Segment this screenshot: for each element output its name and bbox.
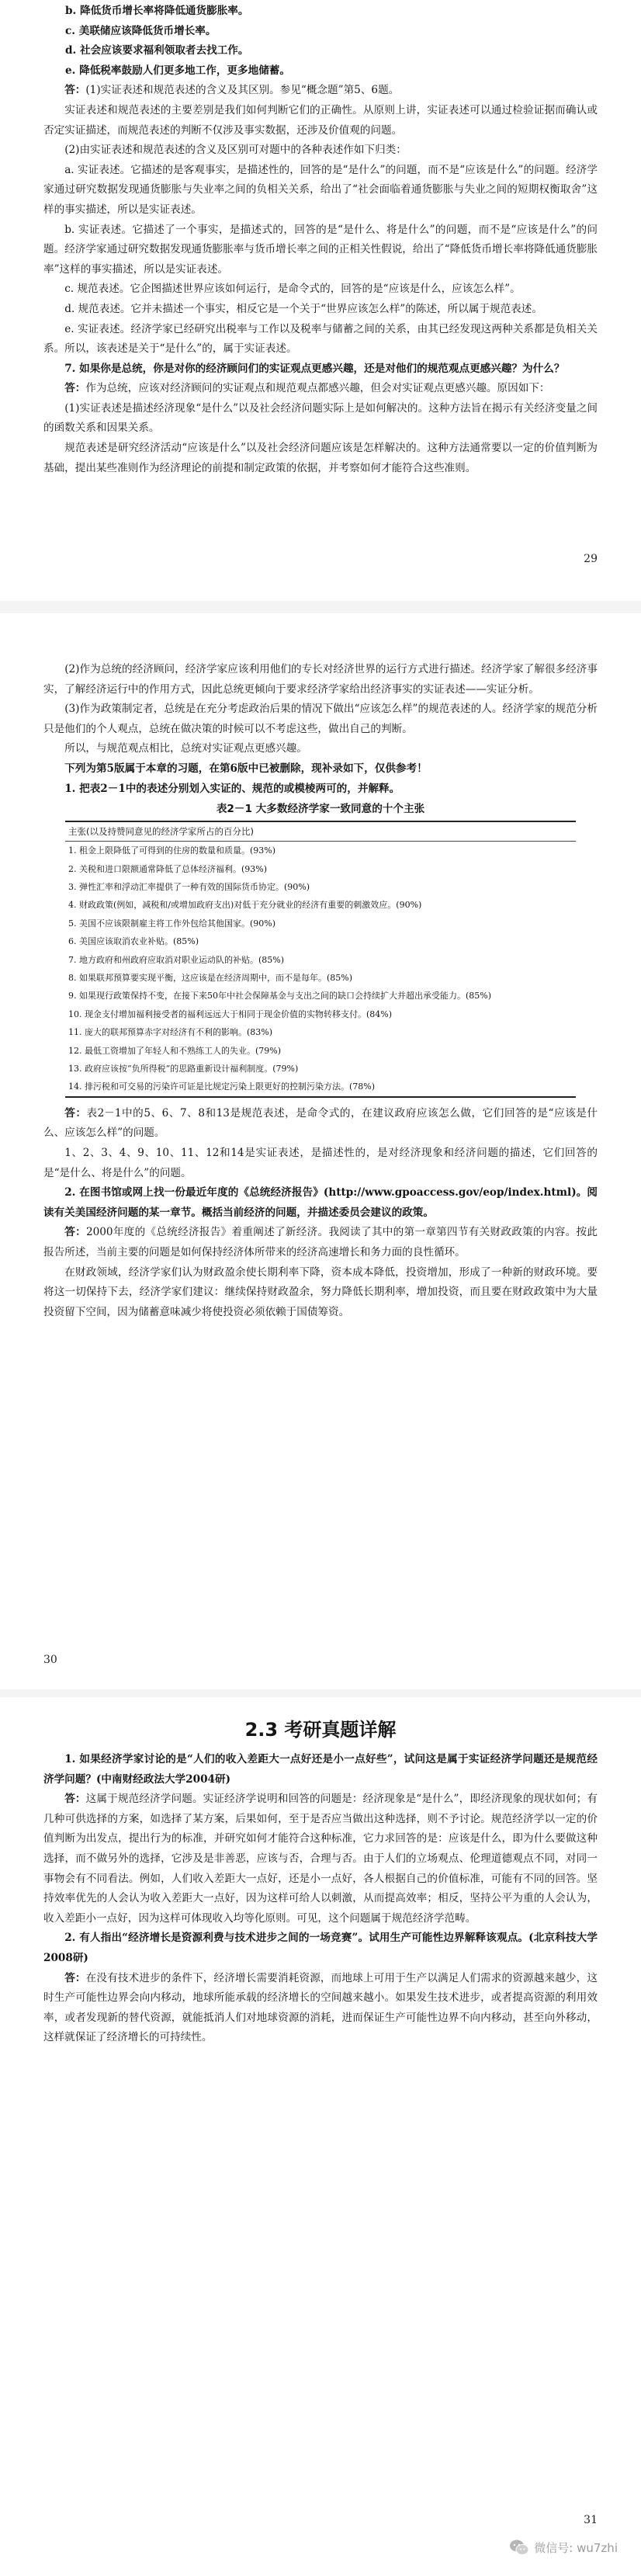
table-row: 7. 地方政府和州政府应取消对职业运动队的补贴。(85%) [68, 954, 285, 965]
table-row: 14. 排污税和可交易的污染许可证是比规定污染上限更好的控制污染方法。(78%) [68, 1081, 376, 1092]
answer-label: 答： [64, 1106, 87, 1120]
paragraph: (2)由实证表述和规范表述的含义及区别可对题中的各种表述作如下归类： [64, 144, 407, 157]
question-1: 1. 把表2－1中的表述分别划入实证的、规范的或模棱两可的，并解释。 [64, 782, 400, 795]
paragraph: b. 实证表述。它描述了一个事实，是描述式的，回答的是“是什么、将是什么”的问题，而不是“应该是什么”的问题。经济学家通过研究数据发现通货膨胀率与货币增长率之间的正相关性假说，给出了“降低货币增长率将降低通货膨胀率”这样的事实描述，所以是实证表述。 [43, 223, 598, 276]
paragraph: 实证表述和规范表述的主要差别是我们如何判断它们的正确性。从原则上讲，实证表述可以通过检验证据而确认或否定实证描述，而规范表述的判断不仅涉及事实数据，还涉及价值观的问题。 [43, 103, 598, 137]
answer-label: 答： [64, 1793, 86, 1806]
paragraph: 1、2、3、4、9、10、11、12和14是实证表述，是描述性的，是对经济现象和经济问题的描述，它们回答的是“是什么、将是什么”的问题。 [43, 1147, 598, 1179]
answer-text: 作为总统，应该对经济顾问的实证观点和规范观点都感兴趣，但会对实证观点更感兴趣。原因如下： [85, 382, 550, 395]
paragraph: 在财政领域，经济学家们认为财政盈余使长期利率下降，资本成本降低，投资增加，形成了一种新的财政环境。要将这一切保持下去，经济学家们建议：继续保持财政盈余，努力降低长期利率，增加投资，而且要在财政政策中为大量投资留下空间，因为储蓄意味减少将使投资必须依赖于国债筹资。 [43, 1265, 598, 1318]
paragraph: 所以，与规范观点相比，总统对实证观点更感兴趣。 [64, 742, 307, 755]
question-2: 2. 有人指出“经济增长是资源利费与技术进步之间的一场竞赛”。试用生产可能性边界解释该观点。(北京科技大学2008研) [43, 1932, 598, 1964]
answer-paragraph [43, 379, 598, 399]
table-row: 9. 如果现行政策保持不变，在接下来50年中社会保障基金与支出之间的缺口会持续扩大并超出承受能力。(85%) [68, 991, 492, 1002]
table-row: 2. 关税和进口限额通常降低了总体经济福利。(93%) [68, 863, 268, 874]
paragraph: 规范表述是研究经济活动“应该是什么”以及社会经济问题应该是怎样解决的。这种方法通常要以一定的价值判断为基础，提出某些准则作为经济理论的前提和制定政策的依据，并考察如何才能符合这些准则。 [43, 442, 598, 474]
question-2: 2. 在图书馆或网上找一份最近年度的《总统经济报告》(http://www.gpoaccess.gov/eop/index.html)。阅读有关美国经济问题的某一章节。概括当前经济的问题，并描述委员会建议的政策。 [43, 1186, 598, 1219]
paragraph: (3)作为政策制定者，总统是在充分考虑政治后果的情况下做出“应该怎么样”的规范表述的人。经济学家的规范分析只是他们的个人观点，总统在做决策的时候可以不考虑这些，做出自己的判断。 [43, 703, 598, 735]
supplement-notice: 下列为第5版属于本章的习题，在第6版中已被删除，现补录如下，仅供参考！ [64, 762, 428, 775]
table-title: 表2－1 大多数经济学家一致同意的十个主张 [216, 803, 425, 816]
paragraph: a. 实证表述。它描述的是客观事实，是描述性的，回答的是“是什么”的问题，而不是“应该是什么”的问题。经济学家通过研究数据发现通货膨胀与失业率之间的负相关关系，给出了“社会面临着通货膨胀与失业之间的短期权衡取舍”这样的事实描述，所以是实证表述。 [43, 163, 598, 216]
page-number: 29 [584, 553, 598, 565]
wechat-icon [509, 2539, 529, 2556]
section-heading: 2.3 考研真题详解 [244, 1719, 397, 1741]
answer-paragraph [43, 1104, 598, 1144]
page-31-content [43, 1714, 598, 2048]
table-row: 11. 庞大的联邦预算赤字对经济有不利的影响。(83%) [68, 1027, 273, 1038]
table-row: 13. 政府应该按“负所得税”的思路重新设计福利制度。(79%) [68, 1064, 299, 1074]
page-number: 31 [584, 2514, 598, 2526]
answer-paragraph [43, 1969, 598, 2048]
answer-paragraph [43, 1223, 598, 1262]
answer-text: 在没有技术进步的条件下，经济增长需要消耗资源，而地球上可用于生产以满足人们需求的资源越来越少，这时生产可能性边界会向内移动，地球所能承载的经济增长的空间越来越小。如果发生技术进步，或者提高资源的利用效率，或者发现新的替代资源，就能抵消人们对地球资源的消耗，进而保证生产可能性边界不向内移动，甚至向外移动，这样就保证了经济增长的可持续性。 [43, 1971, 598, 2044]
table-header: 主张(以及持赞同意见的经济学家所占的百分比) [65, 822, 576, 842]
page-29 [0, 0, 641, 601]
wechat-watermark [509, 2539, 618, 2556]
paragraph: c. 规范表述。它企图描述世界应该如何运行，是命令式的，回答的是“应该是什么，应该怎么样”。 [64, 283, 521, 296]
watermark-text: 微信号: wu7zhi [534, 2540, 618, 2555]
option-b: b. 降低货币增长率将降低通货膨胀率。 [65, 5, 249, 17]
table-body [65, 842, 576, 1096]
paragraph: (1)实证表述是描述经济现象“是什么”以及社会经济问题实际上是如何解决的。这种方法旨在揭示有关经济变量之间的函数关系和因果关系。 [43, 401, 598, 435]
option-c: c. 美联储应该降低货币增长率。 [65, 24, 217, 37]
table-row: 5. 美国不应该限制雇主将工作外包给其他国家。(90%) [68, 918, 276, 929]
answer-label: 答： [64, 382, 86, 395]
answer-paragraph [43, 1790, 598, 1929]
table-2-1 [65, 821, 576, 1098]
page-31 [0, 1697, 641, 2576]
answer-label: 答： [64, 1226, 86, 1239]
answer-text: (1)实证表述和规范表述的含义及其区别。参见“概念题”第5、6题。 [85, 84, 400, 97]
paragraph: (2)作为总统的经济顾问，经济学家应该利用他们的专长对经济世界的运行方式进行描述。经济学家了解很多经济事实，了解经济运行中的作用方式，因此总统更倾向于要求经济学家给出经济事实的实证表述——实证分析。 [43, 663, 598, 696]
table-row: 8. 如果联邦预算要实现平衡，这应该是在经济周期中，而不是每年。(85%) [68, 973, 353, 983]
paragraph: d. 规范表述。它并未描述一个事实，相反它是一个关于“世界应该怎么样”的陈述，所以属于规范表述。 [64, 302, 542, 315]
answer-text: 2000年度的《总统经济报告》着重阐述了新经济。我阅读了其中的第一章第四节有关财政政策的内容。按此报告所述，当前主要的问题是如何保持经济体所带来的经济高速增长和务力面的良性循环。 [43, 1226, 598, 1258]
answer-paragraph [43, 81, 598, 101]
table-row: 3. 弹性汇率和浮动汇率提供了一种有效的国际货币协定。(90%) [68, 881, 310, 892]
paragraph: e. 实证表述。经济学家已经研究出税率与工作以及税率与储蓄之间的关系，由其已经发现这两种关系都是负相关关系。所以，该表述是关于“是什么”的，属于实证表述。 [43, 322, 598, 356]
table-row: 1. 租金上限降低了可得到的住房的数量和质量。(93%) [68, 845, 276, 856]
page-number: 30 [43, 1654, 57, 1666]
page-30-content [43, 660, 598, 1322]
page-30 [0, 613, 641, 1689]
option-e: e. 降低税率鼓励人们更多地工作，更多地储蓄。 [65, 64, 290, 77]
option-d: d. 社会应该要求福利领取者去找工作。 [65, 44, 249, 57]
question-7: 7. 如果你是总统，你是对你的经济顾问们的实证观点更感兴趣，还是对他们的规范观点更感兴趣？为什么？ [64, 362, 565, 375]
table-row: 10. 现金支付增加福利接受者的福利远远大于相同于现金价值的实物转移支付。(84%) [68, 1009, 393, 1019]
question-1: 1. 如果经济学家讨论的是“人们的收入差距大一点好还是小一点好些”，试问这是属于实证经济学问题还是规范经济学问题？(中南财经政法大学2004研) [43, 1753, 598, 1786]
answer-text: 这属于规范经济学问题。实证经济学说明和回答的问题是：经济现象是“是什么”，即经济现象的现状如何；有几种可供选择的方案，如选择了某方案，后果如何，至于是否应当做出这种选择，则不予讨论。规范经济学以一定的价值判断为出发点，提出行为的标准，并研究如何才能符合这种标准，它力求回答的是：应该是什么，即为什么要做这种选择，而不做另外的选择，它涉及是非善恶，应该与否，合理与否。由于人们的立场观点、伦理道德观点不同，对同一事物会有不同看法。例如，人们收入差距大一点好，还是小一点好，各人根据自己的价值标准，可能有不同的回答。坚持效率优先的人会认为收入差距大一点好，因为这样可给人以刺激，从而提高效率；相反，坚持公平为重的人会认为，收入差距小一点好，因为这样可体现收入均等化原则。可见，这个问题属于规范经济学范畴。 [43, 1793, 598, 1925]
answer-label: 答： [64, 1971, 86, 1984]
table-row: 4. 财政政策(例如，减税和/或增加政府支出)对低于充分就业的经济有重要的刺激效应。(90%) [68, 900, 422, 911]
table-row: 12. 最低工资增加了年轻人和不熟练工人的失业。(79%) [68, 1045, 282, 1056]
answer-label: 答： [64, 84, 86, 97]
answer-text: 表2－1中的5、6、7、8和13是规范表述，是命令式的，在建议政府应该怎么做，它们回答的是“应该是什么、应该怎么样”的问题。 [43, 1106, 598, 1140]
table-row: 6. 美国应该取消农业补贴。(85%) [68, 936, 199, 947]
page-29-content [43, 2, 598, 478]
